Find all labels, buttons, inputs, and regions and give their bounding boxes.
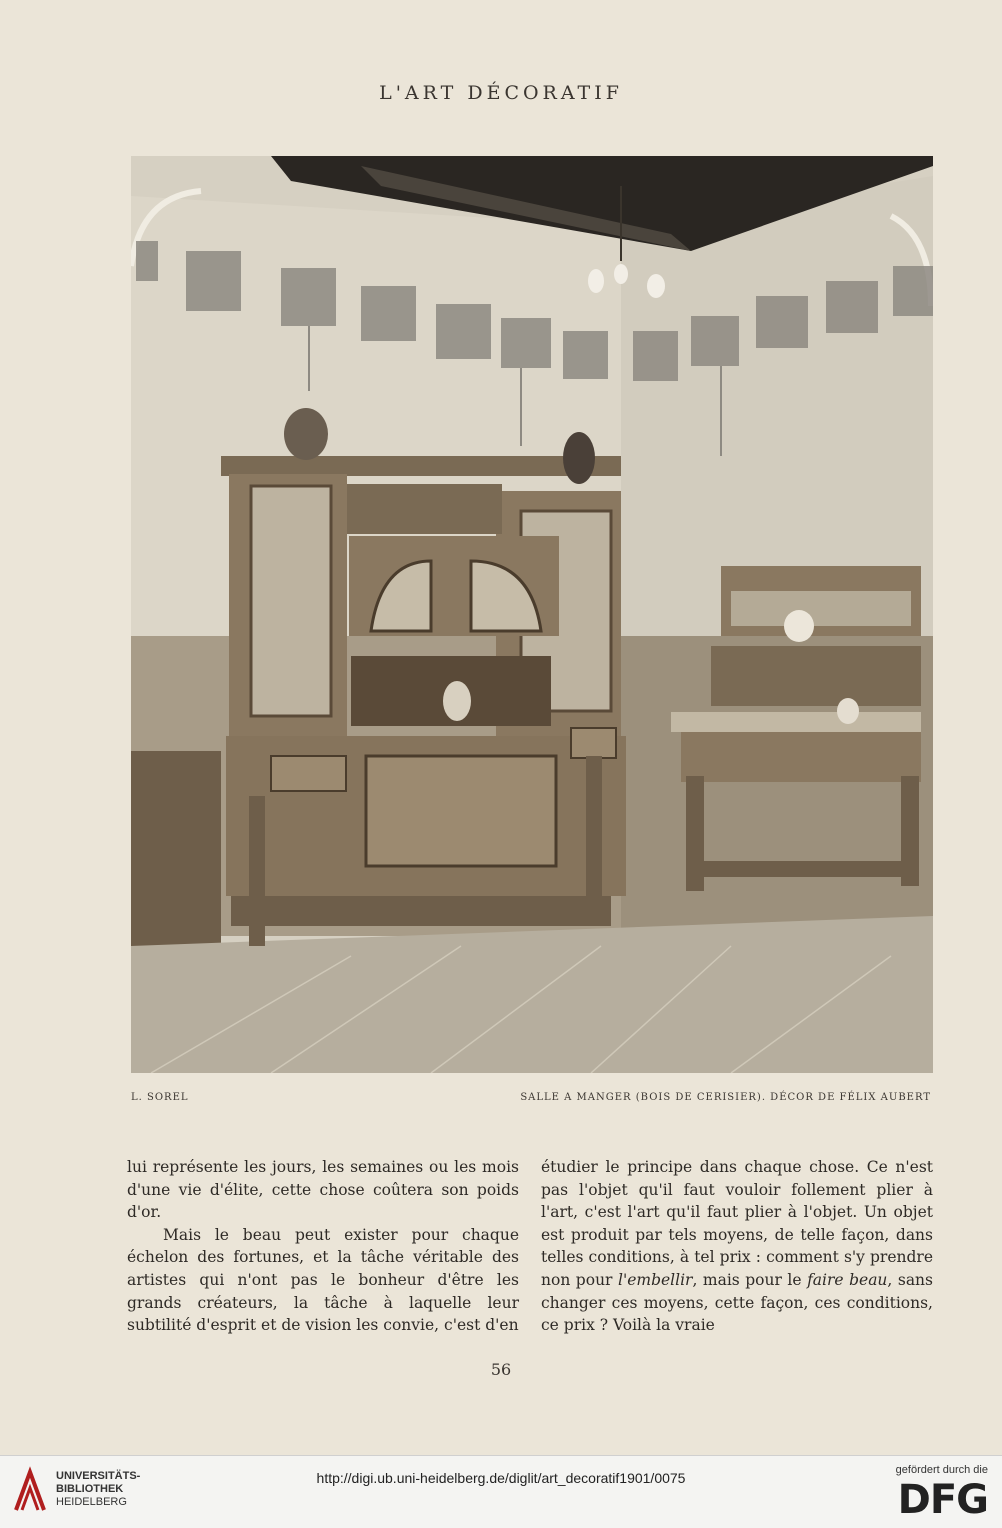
dfg-logo: DFG [897, 1477, 988, 1523]
paragraph [541, 1156, 933, 1337]
photo-caption: SALLE A MANGER (BOIS DE CERISIER). DÉCOR DE FÉLIX AUBERT [520, 1092, 931, 1103]
library-name-line: BIBLIOTHEK [56, 1483, 124, 1495]
text-column-right [541, 1156, 933, 1337]
running-title: L'ART DÉCORATIF [379, 82, 623, 104]
text-run: , mais pour le [692, 1270, 808, 1289]
text-run: , sans changer ces moyens, cette façon, ces conditions, ce prix ? Voilà la vraie [541, 1270, 933, 1335]
funding-label: gefördert durch die [895, 1464, 988, 1476]
photo-credit: L. SOREL [131, 1092, 189, 1103]
page-number: 56 [490, 1360, 512, 1379]
italic-run: faire beau [807, 1270, 888, 1289]
library-name-line: UNIVERSITÄTS- [56, 1470, 141, 1482]
library-name-line: HEIDELBERG [56, 1496, 127, 1508]
digitization-footer [0, 1455, 1002, 1528]
furniture-photograph [131, 156, 933, 1073]
paragraph: lui représente les jours, les semaines ou les mois d'une vie d'élite, cette chose coûtera son poids d'or. [127, 1158, 519, 1222]
text-run: étudier le principe dans chaque chose. Ce n'est pas l'objet qu'il faut vouloir follement plier à l'art, c'est l'art qu'il faut plier à l'objet. Un objet est produit par tels moyens, de telle façon, dans telles conditions, à tel prix : comment s'y prendre non pour [541, 1158, 933, 1289]
italic-run: l'embellir [617, 1270, 693, 1289]
source-url-link[interactable]: http://digi.ub.uni-heidelberg.de/diglit/art_decoratif1901/0075 [316, 1470, 686, 1486]
paragraph: Mais le beau peut exister pour chaque échelon des fortunes, et la tâche véritable des artistes qui n'ont pas le bonheur d'être les grands créateurs, la tâche à laquelle leur subtilité d'esprit et de vision les convie, c'est d'en [127, 1225, 519, 1335]
photo-plate [131, 156, 933, 1073]
text-column-left [127, 1156, 519, 1337]
